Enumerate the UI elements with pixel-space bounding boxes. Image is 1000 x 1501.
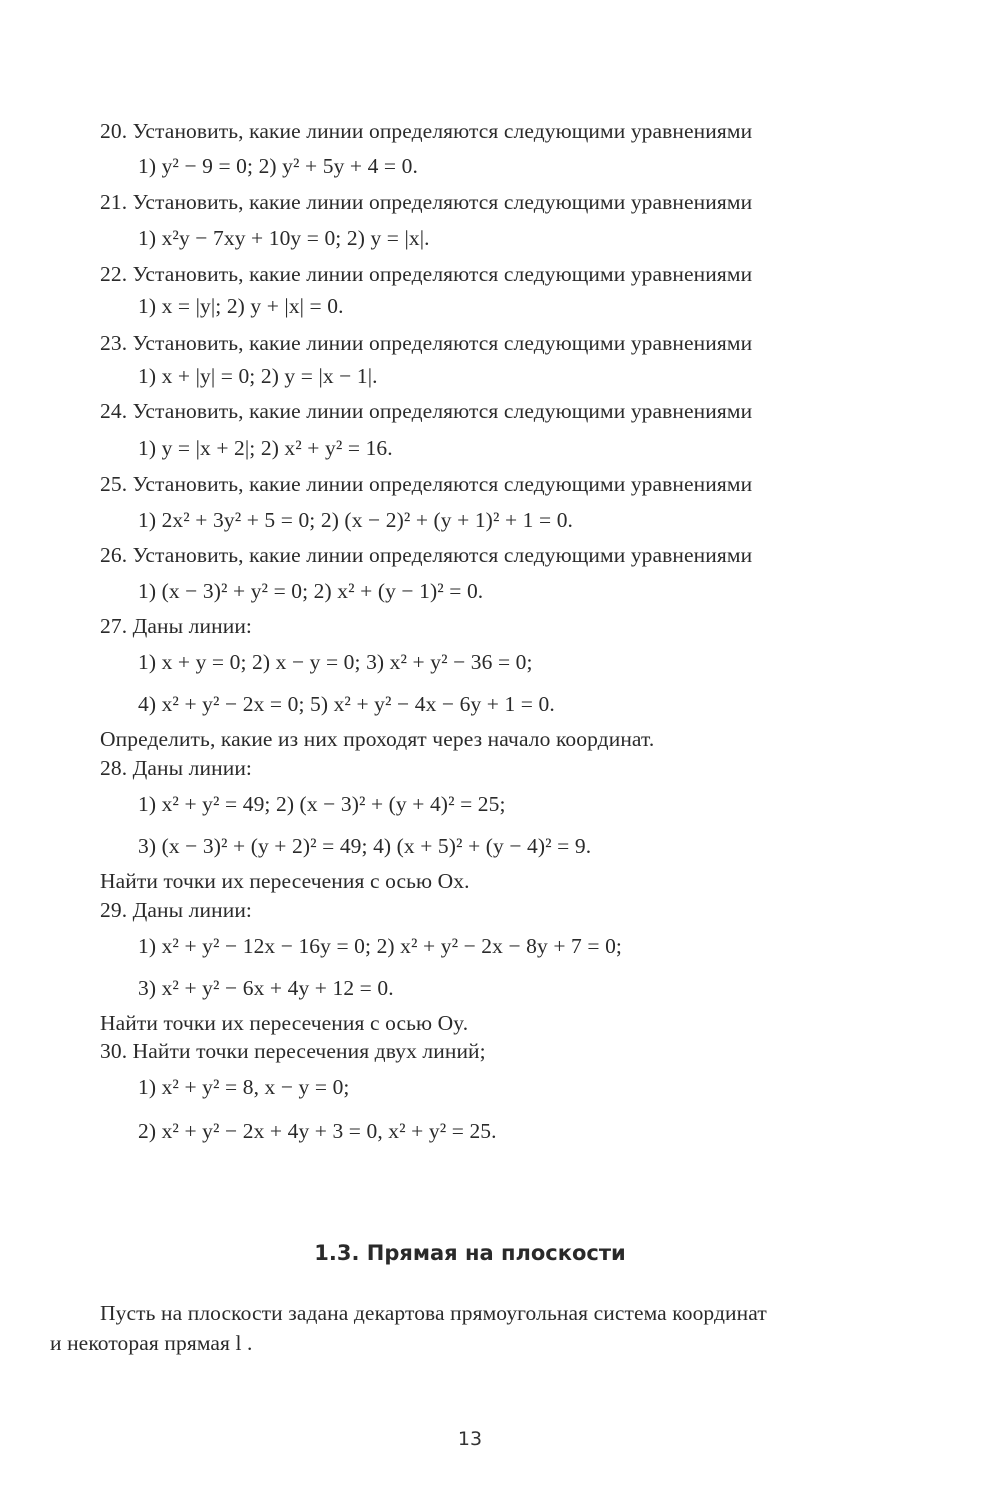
exercise-28-equations-2: 3) (x − 3)² + (y + 2)² = 49; 4) (x + 5)² + (y − 4)² = 9. xyxy=(138,834,592,858)
exercise-28-title: 28. Даны линии: xyxy=(100,756,253,780)
exercise-27-equations-2: 4) x² + y² − 2x = 0; 5) x² + y² − 4x − 6y + 1 = 0. xyxy=(138,692,555,716)
page-number: 13 xyxy=(457,1428,483,1450)
exercise-22-equations: 1) x = |y|; 2) y + |x| = 0. xyxy=(138,294,344,318)
exercise-21-equations: 1) x²y − 7xy + 10y = 0; 2) y = |x|. xyxy=(138,226,430,250)
exercise-20-equations: 1) y² − 9 = 0; 2) y² + 5y + 4 = 0. xyxy=(138,154,418,178)
section-heading: 1.3. Прямая на плоскости xyxy=(314,1241,626,1265)
exercise-26-text: 26. Установить, какие линии определяются следующими уравнениями xyxy=(100,543,753,567)
exercise-27-title: 27. Даны линии: xyxy=(100,614,253,638)
section-paragraph-line-2: и некоторая прямая l . xyxy=(50,1331,253,1355)
exercise-30-title: 30. Найти точки пересечения двух линий; xyxy=(100,1039,486,1063)
exercise-27-task: Определить, какие из них проходят через начало координат. xyxy=(100,727,655,751)
exercise-27-equations-1: 1) x + y = 0; 2) x − y = 0; 3) x² + y² − 36 = 0; xyxy=(138,650,533,674)
exercise-30-equations-1: 1) x² + y² = 8, x − y = 0; xyxy=(138,1075,350,1099)
exercise-21-text: 21. Установить, какие линии определяются следующими уравнениями xyxy=(100,190,753,214)
exercise-23-text: 23. Установить, какие линии определяются следующими уравнениями xyxy=(100,331,753,355)
exercise-24-text: 24. Установить, какие линии определяются следующими уравнениями xyxy=(100,399,753,423)
exercise-29-equations-2: 3) x² + y² − 6x + 4y + 12 = 0. xyxy=(138,976,394,1000)
exercise-29-equations-1: 1) x² + y² − 12x − 16y = 0; 2) x² + y² − 2x − 8y + 7 = 0; xyxy=(138,934,623,958)
exercise-23-equations: 1) x + |y| = 0; 2) y = |x − 1|. xyxy=(138,364,378,388)
exercise-25-text: 25. Установить, какие линии определяются следующими уравнениями xyxy=(100,472,753,496)
exercise-26-equations: 1) (x − 3)² + y² = 0; 2) x² + (y − 1)² = 0. xyxy=(138,579,484,603)
exercise-29-task: Найти точки их пересечения с осью Oy. xyxy=(100,1011,469,1035)
exercise-28-equations-1: 1) x² + y² = 49; 2) (x − 3)² + (y + 4)² = 25; xyxy=(138,792,506,816)
section-paragraph-line-1: Пусть на плоскости задана декартова прямоугольная система координат xyxy=(100,1301,767,1325)
exercise-20-text: 20. Установить, какие линии определяются следующими уравнениями xyxy=(100,119,753,143)
exercise-28-task: Найти точки их пересечения с осью Ox. xyxy=(100,869,470,893)
exercise-30-equations-2: 2) x² + y² − 2x + 4y + 3 = 0, x² + y² = 25. xyxy=(138,1119,497,1143)
exercise-29-title: 29. Даны линии: xyxy=(100,898,253,922)
exercise-25-equations: 1) 2x² + 3y² + 5 = 0; 2) (x − 2)² + (y + 1)² + 1 = 0. xyxy=(138,508,574,532)
exercise-24-equations: 1) y = |x + 2|; 2) x² + y² = 16. xyxy=(138,436,393,460)
exercise-22-text: 22. Установить, какие линии определяются следующими уравнениями xyxy=(100,262,753,286)
